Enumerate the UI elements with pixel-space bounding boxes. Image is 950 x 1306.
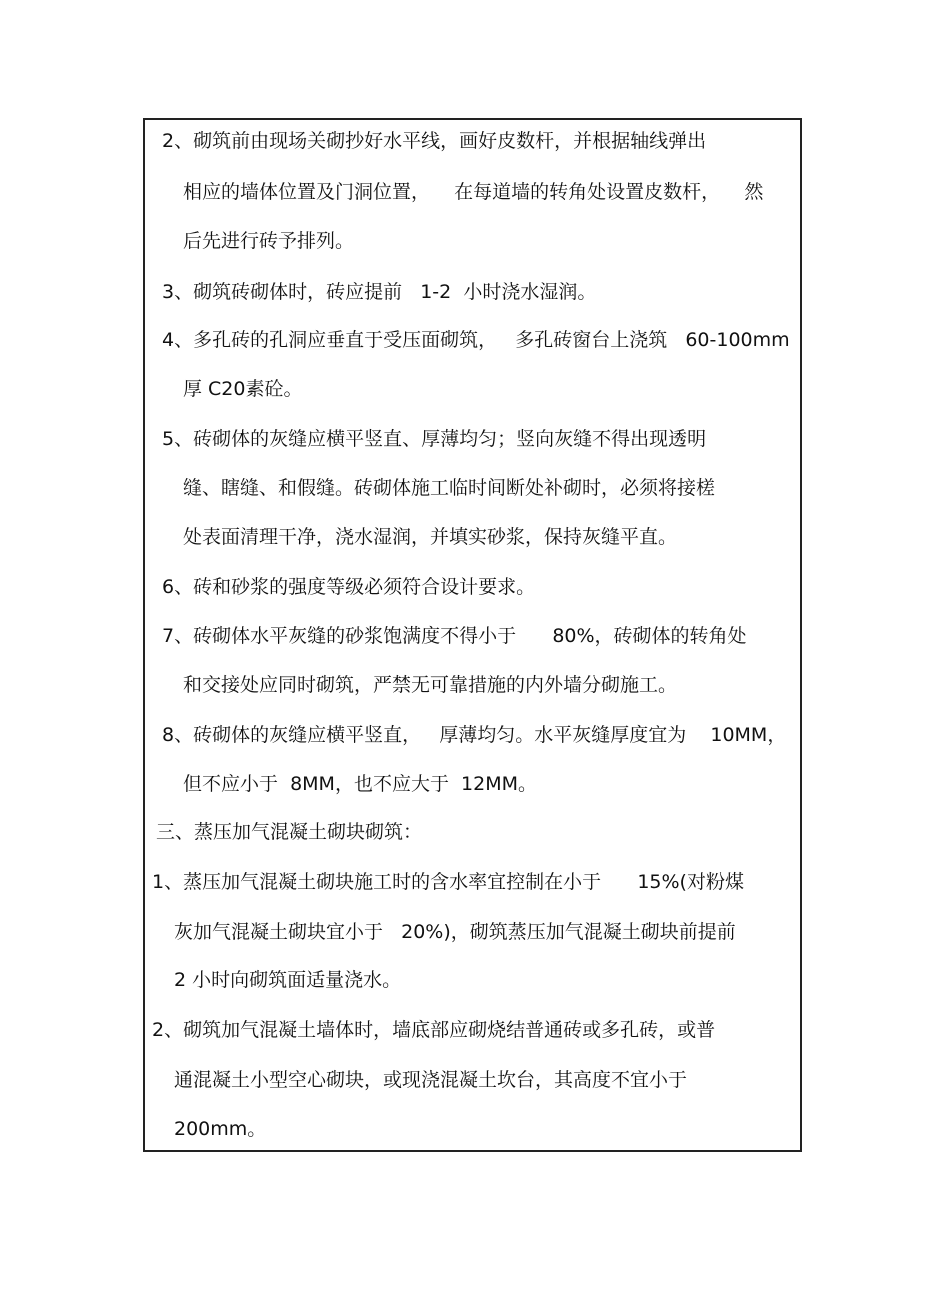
text-line: 3、砌筑砖砌体时，砖应提前 1-2 小时浇水湿润。 (162, 281, 597, 303)
text-line: 2、砌筑前由现场关砌抄好水平线，画好皮数杆，并根据轴线弹出 (162, 130, 707, 152)
text-line: 灰加气混凝土砌块宜小于 20%)，砌筑蒸压加气混凝土砌块前提前 (174, 921, 736, 943)
text-line: 8、砖砌体的灰缝应横平竖直， 厚薄均匀。水平灰缝厚度宜为 10MM， (162, 724, 787, 746)
text-line: 厚 C20素砼。 (183, 378, 303, 400)
text-line: 6、砖和砂浆的强度等级必须符合设计要求。 (162, 576, 536, 598)
text-line: 2、砌筑加气混凝土墙体时，墙底部应砌烧结普通砖或多孔砖，或普 (152, 1019, 716, 1041)
text-line: 和交接处应同时砌筑，严禁无可靠措施的内外墙分砌施工。 (183, 674, 678, 696)
text-line: 7、砖砌体水平灰缝的砂浆饱满度不得小于 80%，砖砌体的转角处 (162, 625, 747, 647)
text-line: 处表面清理干净，浇水湿润，并填实砂浆，保持灰缝平直。 (183, 526, 678, 548)
section-heading: 三、蒸压加气混凝土砌块砌筑： (156, 821, 423, 843)
text-line: 缝、瞎缝、和假缝。砖砌体施工临时间断处补砌时，必须将接槎 (183, 477, 716, 499)
text-line: 相应的墙体位置及门洞位置， 在每道墙的转角处设置皮数杆， 然 (183, 181, 764, 203)
text-line: 5、砖砌体的灰缝应横平竖直、厚薄均匀；竖向灰缝不得出现透明 (162, 428, 707, 450)
text-line: 4、多孔砖的孔洞应垂直于受压面砌筑， 多孔砖窗台上浇筑 60-100mm (162, 329, 790, 351)
text-line: 但不应小于 8MM，也不应大于 12MM。 (183, 773, 537, 795)
text-line: 2 小时向砌筑面适量浇水。 (174, 969, 402, 991)
text-line: 1、蒸压加气混凝土砌块施工时的含水率宜控制在小于 15%(对粉煤 (152, 871, 744, 893)
text-line: 通混凝土小型空心砌块，或现浇混凝土坎台，其高度不宜小于 (174, 1069, 688, 1091)
text-line: 后先进行砖予排列。 (183, 230, 355, 252)
text-line: 200mm。 (174, 1118, 267, 1140)
